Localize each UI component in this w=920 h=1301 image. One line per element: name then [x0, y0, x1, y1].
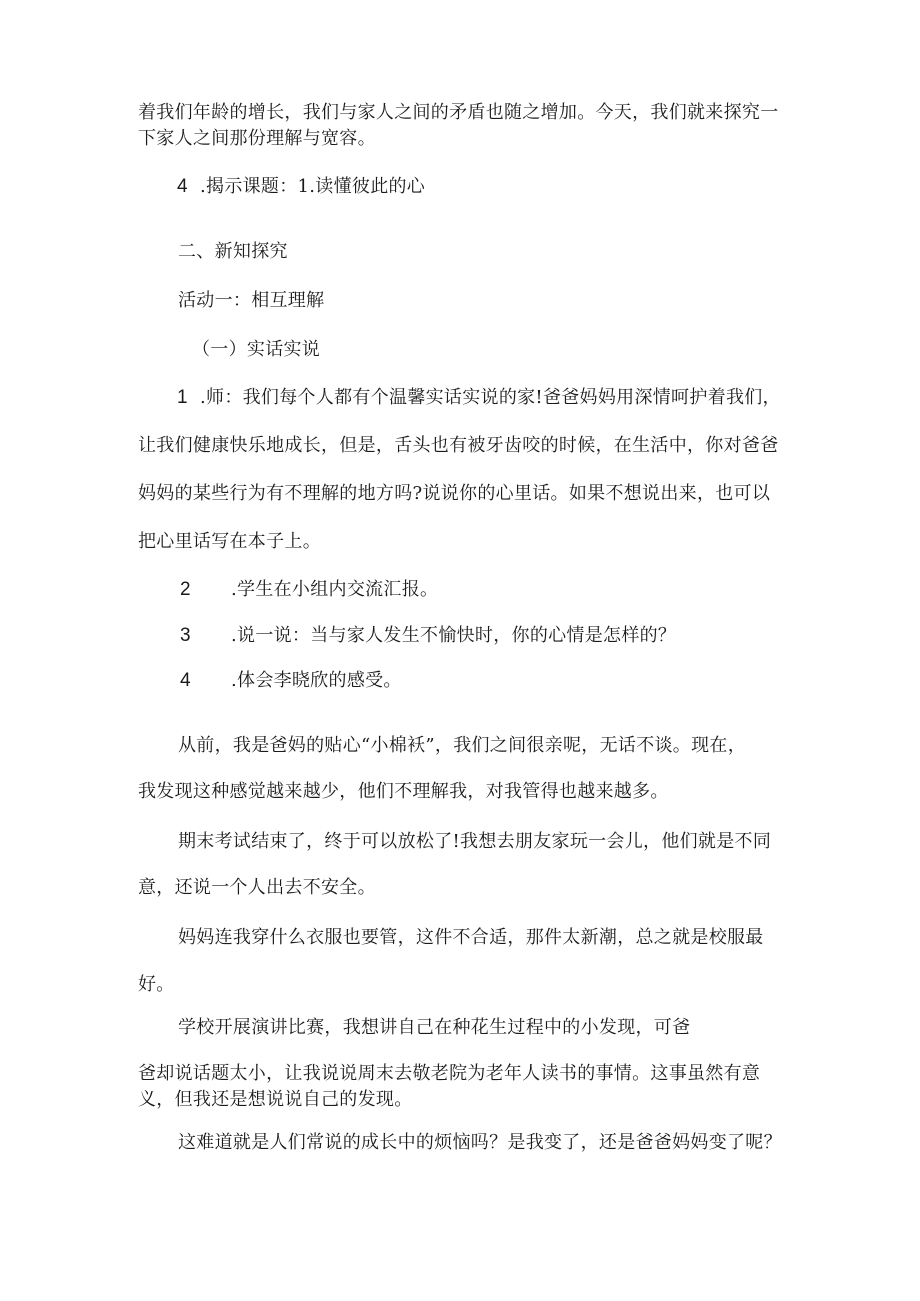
- activity-title: 活动一：相互理解: [178, 290, 325, 311]
- item-number: 2: [180, 579, 191, 600]
- story-line: 好。: [138, 974, 175, 995]
- item-4-text: .体会李晓欣的感受。: [231, 670, 402, 691]
- item-1-line-1: .师：我们每个人都有个温馨实话实说的家!爸爸妈妈用深情呵护着我们，: [200, 387, 781, 408]
- story-line: 妈妈连我穿什么衣服也要管，这件不合适，那件太新潮，总之就是校服最: [178, 927, 764, 948]
- section-title: 二、新知探究: [178, 241, 288, 262]
- item-number: 4: [180, 670, 191, 691]
- intro-line-2: 下家人之间那份理解与宽容。: [138, 128, 376, 149]
- item-1-line-2: 让我们健康快乐地成长，但是，舌头也有被牙齿咬的时候，在生活中，你对爸爸: [138, 435, 779, 456]
- story-line: 从前，我是爸妈的贴心“小棉袄”，我们之间很亲呢，无话不谈。现在，: [178, 735, 747, 756]
- story-line: 义，但我还是想说说自己的发现。: [138, 1089, 413, 1110]
- item-3-text: .说一说：当与家人发生不愉快时，你的心情是怎样的？: [231, 625, 677, 646]
- story-line: 学校开展演讲比赛，我想讲自己在种花生过程中的小发现，可爸: [178, 1017, 691, 1038]
- topic-text: .揭示课题：1.读懂彼此的心: [200, 176, 426, 197]
- item-number: 1: [177, 387, 188, 408]
- story-line: 这难道就是人们常说的成长中的烦恼吗？是我变了，还是爸爸妈妈变了呢？: [178, 1132, 782, 1153]
- topic-number: 4: [177, 176, 188, 197]
- item-1-line-4: 把心里话写在本子上。: [138, 531, 321, 552]
- subsection-title: （一）实话实说: [192, 339, 321, 360]
- story-line: 意，还说一个人出去不安全。: [138, 877, 376, 898]
- item-1-line-3: 妈妈的某些行为有不理解的地方吗?说说你的心里话。如果不想说出来，也可以: [138, 483, 771, 504]
- item-number: 3: [180, 625, 191, 646]
- item-2-text: .学生在小组内交流汇报。: [231, 579, 439, 600]
- intro-line-1: 着我们年龄的增长，我们与家人之间的矛盾也随之增加。今天，我们就来探究一: [138, 102, 779, 123]
- story-line: 期末考试结束了，终于可以放松了!我想去朋友家玩一会儿，他们就是不同: [178, 831, 772, 852]
- story-line: 我发现这种感觉越来越少，他们不理解我，对我管得也越来越多。: [138, 781, 669, 802]
- story-line: 爸却说话题太小，让我说说周末去敬老院为老年人读书的事情。这事虽然有意: [138, 1063, 761, 1084]
